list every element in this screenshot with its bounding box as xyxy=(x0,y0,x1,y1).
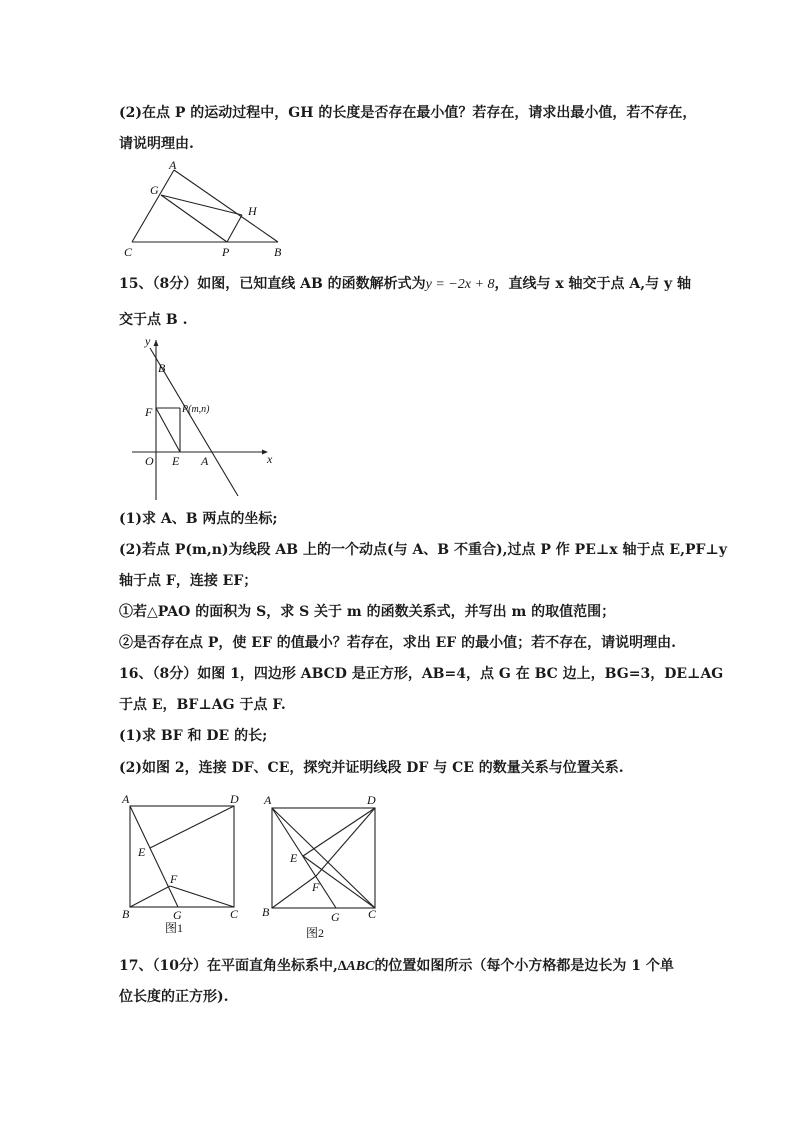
q17-triangle: ∆ABC xyxy=(337,959,375,974)
label-B: B xyxy=(158,361,166,375)
q15-line2: 交于点 B . xyxy=(119,312,188,328)
q16-part2: (2)如图 2，连接 DF、CE，探究并证明线段 DF 与 CE 的数量关系与位置关系. xyxy=(119,760,624,776)
segment-BF xyxy=(272,876,316,908)
label-B: B xyxy=(122,907,130,921)
q16-figure2 xyxy=(258,790,393,945)
label-D: D xyxy=(367,793,376,807)
q17-line1-post: 的位置如图所示（每个小方格都是边长为 1 个单 xyxy=(374,958,674,974)
segment-HP xyxy=(227,215,242,242)
q14-part2-line1: (2)在点 P 的运动过程中，GH 的长度是否存在最小值？若存在，请求出最小值，若不存在， xyxy=(119,105,697,121)
label-G: G xyxy=(173,908,182,922)
y-axis-arrow xyxy=(154,340,159,346)
fig2-caption: 图2 xyxy=(306,926,325,940)
q16-figure1 xyxy=(118,790,253,940)
q15-line1-pre: 15、（8分）如图，已知直线 AB 的函数解析式为 xyxy=(119,276,426,292)
segment-FC xyxy=(170,886,234,907)
label-D: D xyxy=(230,792,239,806)
segment-GP xyxy=(161,195,227,242)
label-E: E xyxy=(138,845,146,859)
label-A: A xyxy=(201,454,209,468)
q17-line1-pre: 17、（10分）在平面直角坐标系中, xyxy=(119,958,338,974)
q15-coordinate-figure xyxy=(128,334,278,502)
label-E: E xyxy=(290,851,298,865)
segment-GH xyxy=(161,195,242,215)
square-ABCD xyxy=(130,806,234,907)
q15-part2-line2: 轴于点 F，连接 EF； xyxy=(119,573,258,589)
q15-line1-post: ，直线与 x 轴交于点 A,与 y 轴 xyxy=(494,276,692,292)
q15-part2-line1: (2)若点 P(m,n)为线段 AB 上的一个动点(与 A、B 不重合),过点 P 作 PE⊥x 轴于点 E,PF⊥y xyxy=(119,542,727,558)
q15-sub1: ①若△PAO 的面积为 S，求 S 关于 m 的函数关系式，并写出 m 的取值范围； xyxy=(119,604,616,620)
label-A: A xyxy=(169,158,177,172)
q15-line1 xyxy=(119,274,691,295)
label-O: O xyxy=(145,454,154,468)
label-F: F xyxy=(145,405,153,419)
q14-triangle-figure xyxy=(118,158,298,260)
label-E: E xyxy=(172,454,180,468)
fig1-caption: 图1 xyxy=(165,921,184,935)
q15-sub2: ②是否存在点 P，使 EF 的值最小？若存在，求出 EF 的最小值；若不存在，请说明理由. xyxy=(119,635,676,651)
q15-part1: (1)求 A、B 两点的坐标; xyxy=(119,511,278,527)
q16-part1: (1)求 BF 和 DE 的长; xyxy=(119,728,268,744)
label-G: G xyxy=(150,183,159,197)
label-C: C xyxy=(124,245,133,259)
q14-part2-line2: 请说明理由. xyxy=(119,136,194,152)
label-P: P xyxy=(222,245,230,259)
segment-EF xyxy=(156,408,180,452)
label-A: A xyxy=(264,793,272,807)
label-C: C xyxy=(230,907,239,921)
q17-line1 xyxy=(119,956,674,977)
label-x: x xyxy=(267,452,273,466)
label-P: P(m,n) xyxy=(182,404,210,415)
diagonal-AC xyxy=(272,808,375,908)
label-F: F xyxy=(170,872,178,886)
label-F: F xyxy=(312,880,320,894)
label-H: H xyxy=(248,204,257,218)
label-G: G xyxy=(331,910,340,924)
q15-formula: y = −2x + 8 xyxy=(425,277,495,292)
q17-line2: 位长度的正方形). xyxy=(119,989,229,1005)
label-A: A xyxy=(122,792,130,806)
q16-line2: 于点 E，BF⊥AG 于点 F. xyxy=(119,697,286,713)
segment-BF xyxy=(130,886,170,907)
segment-AB xyxy=(174,170,278,242)
label-B: B xyxy=(262,905,270,919)
segment-AG xyxy=(272,808,336,908)
label-B: B xyxy=(274,245,282,259)
label-C: C xyxy=(368,907,377,921)
segment-DE xyxy=(150,806,234,848)
segment-AC xyxy=(132,170,174,242)
label-y: y xyxy=(145,334,151,348)
q16-line1: 16、（8分）如图 1，四边形 ABCD 是正方形，AB=4，点 G 在 BC 边上，BG=3，DE⊥AG xyxy=(119,666,724,682)
